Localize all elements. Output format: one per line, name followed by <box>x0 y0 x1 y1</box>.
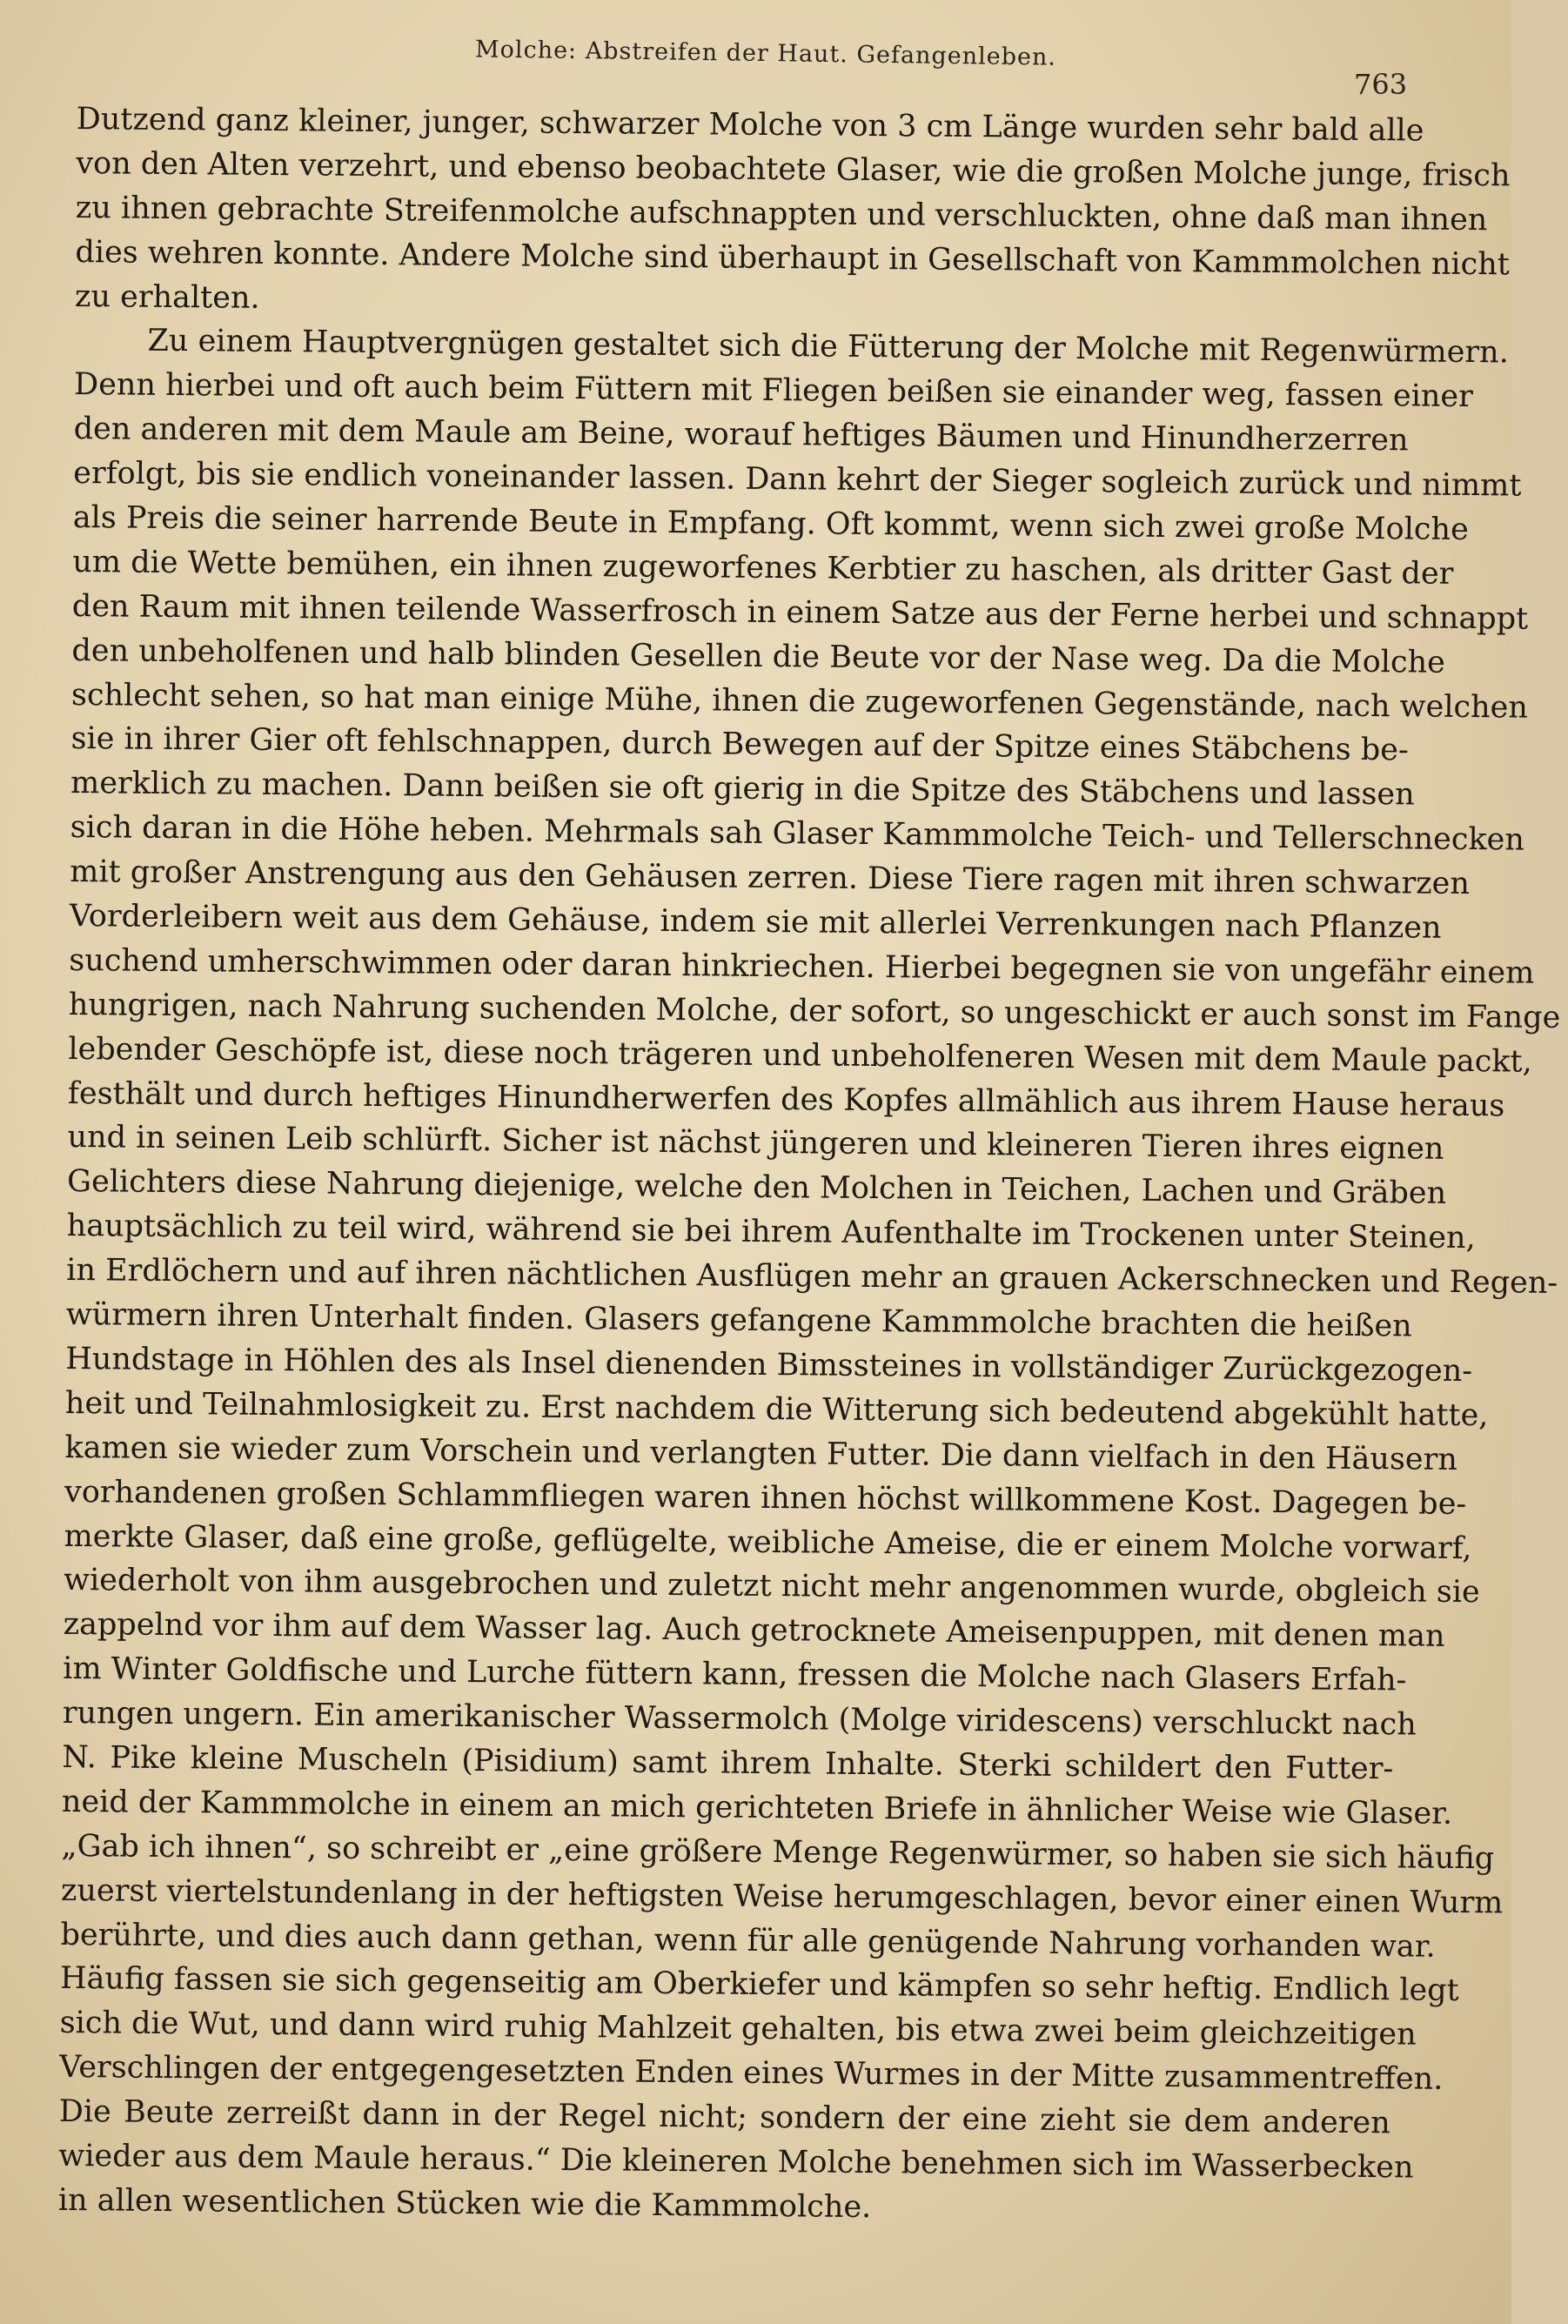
text-line: zu ihnen gebrachte Streifenmolche aufschnappten und verschluckten, ohne daß man ihnen <box>75 190 1488 238</box>
text-line: in Erdlöchern und auf ihren nächtlichen Ausflügen mehr an grauen Ackerschnecken und Regen- <box>66 1253 1558 1302</box>
text-line: lebender Geschöpfe ist, diese noch trägeren und unbeholfeneren Wesen mit dem Maule packt, <box>68 1031 1532 1080</box>
text-line: erfolgt, bis sie endlich voneinander lassen. Dann kehrt der Sieger sogleich zurück und nimmt <box>73 456 1522 504</box>
text-line: berührte, und dies auch dann gethan, wenn für alle genügende Nahrung vorhanden war. <box>60 1917 1436 1965</box>
text-line: rungen ungern. Ein amerikanischer Wassermolch (Molge viridescens) verschluckt nach <box>62 1695 1417 1743</box>
text-line: dies wehren konnte. Andere Molche sind überhaupt in Gesellschaft von Kammmolchen nicht <box>75 234 1510 283</box>
text-line: würmern ihren Unterhalt finden. Glasers gefangene Kammmolche brachten die heißen <box>65 1296 1412 1344</box>
text-line: vorhandenen großen Schlammfliegen waren ihnen höchst willkommene Kost. Dagegen be- <box>64 1474 1467 1522</box>
text-line: Vorderleibern weit aus dem Gehäuse, indem sie mit allerlei Verrenkungen nach Pflanzen <box>69 898 1442 946</box>
text-line: um die Wette bemühen, ein ihnen zugeworfenes Kerbtier zu haschen, als dritter Gast der <box>72 544 1454 592</box>
text-line: Gelichters diese Nahrung diejenige, welche den Molchen in Teichen, Lachen und Gräben <box>66 1164 1447 1212</box>
body-text <box>57 97 1561 2234</box>
text-line: von den Alten verzehrt, und ebenso beobachtete Glaser, wie die großen Molche junge, frisch <box>76 145 1511 194</box>
text-line: in allen wesentlichen Stücken wie die Kammmolche. <box>57 2182 872 2225</box>
text-line: zappelnd vor ihm auf dem Wasser lag. Auch getrocknete Ameisenpuppen, mit denen man <box>63 1607 1445 1655</box>
text-line: Häufig fassen sie sich gegenseitig am Oberkiefer und kämpfen so sehr heftig. Endlich legt <box>59 1961 1459 2009</box>
text-line: hauptsächlich zu teil wird, während sie bei ihrem Aufenthalte im Trockenen unter Steinen, <box>66 1209 1476 1256</box>
text-line: heit und Teilnahmlosigkeit zu. Erst nachdem die Witterung sich bedeutend abgekühlt hatte, <box>64 1385 1489 1434</box>
text-line: Denn hierbei und oft auch beim Füttern mit Fliegen beißen sie einander weg, fassen einer <box>73 367 1474 415</box>
text-line: wiederholt von ihm ausgebrochen und zuletzt nicht mehr angenommen wurde, obgleich sie <box>63 1563 1480 1611</box>
text-line: festhält und durch heftiges Hinundherwerfen des Kopfes allmählich aus ihrem Hause heraus <box>67 1075 1505 1123</box>
text-line: merkte Glaser, daß eine große, geflügelte, weibliche Ameise, die er einem Molche vorwarf, <box>64 1518 1472 1566</box>
page-number: 763 <box>1354 68 1408 101</box>
text-line: im Winter Goldfische und Lurche füttern kann, fressen die Molche nach Glasers Erfah- <box>63 1651 1407 1698</box>
text-line: Die Beute zerreißt dann in der Regel nicht; sondern der eine zieht sie dem anderen <box>58 2093 1390 2141</box>
text-line: suchend umherschwimmen oder daran hinkriechen. Hierbei begegnen sie von ungefähr einem <box>69 942 1535 991</box>
text-line: wieder aus dem Maule heraus.“ Die kleineren Molche benehmen sich im Wasserbecken <box>58 2138 1414 2186</box>
text-line: Verschlingen der entgegengesetzten Enden eines Wurmes in der Mitte zusammentreffen. <box>59 2050 1444 2097</box>
text-line: N. Pike kleine Muscheln (Pisidium) samt ihrem Inhalte. Sterki schildert den Futter- <box>62 1739 1394 1787</box>
text-line: sich die Wut, und dann wird ruhig Mahlzeit gehalten, bis etwa zwei beim gleichzeitigen <box>59 2006 1417 2053</box>
text-line: hungrigen, nach Nahrung suchenden Molche, der sofort, so ungeschickt er auch sonst im Fange <box>68 987 1561 1035</box>
running-head <box>0 31 1511 101</box>
text-line: zuerst viertelstundenlang in der heftigsten Weise herumgeschlagen, bevor einer einen Wurm <box>60 1872 1504 1921</box>
text-line: den anderen mit dem Maule am Beine, worauf heftiges Bäumen und Hinundherzerren <box>73 412 1409 459</box>
text-line: Dutzend ganz kleiner, junger, schwarzer Molche von 3 cm Länge wurden sehr bald alle <box>76 101 1424 149</box>
text-line: Hundstage in Höhlen des als Insel dienenden Bimssteines in vollständiger Zurückgezogen- <box>65 1341 1473 1389</box>
text-line: zu erhalten. <box>74 278 260 316</box>
running-head-title: Molche: Abstreifen der Haut. Gefangenleben. <box>474 36 1057 71</box>
text-line: schlecht sehen, so hat man einige Mühe, ihnen die zugeworfenen Gegenstände, nach welchen <box>70 677 1529 726</box>
text-line: merklich zu machen. Dann beißen sie oft gierig in die Spitze des Stäbchens und lassen <box>70 766 1415 813</box>
text-line: sie in ihrer Gier oft fehlschnappen, durch Bewegen auf der Spitze eines Stäbchens be- <box>70 721 1409 768</box>
text-line: und in seinen Leib schlürft. Sicher ist nächst jüngeren und kleineren Tieren ihres eignen <box>67 1120 1444 1168</box>
text-line: „Gab ich ihnen“, so schreibt er „eine größere Menge Regenwürmer, so haben sie sich häufig <box>61 1828 1495 1877</box>
text-line: neid der Kammmolche in einem an mich gerichteten Briefe in ähnlicher Weise wie Glaser. <box>61 1784 1453 1832</box>
text-line: mit großer Anstrengung aus den Gehäusen zerren. Diese Tiere ragen mit ihren schwarzen <box>70 854 1471 902</box>
text-line: den unbeholfenen und halb blinden Gesellen die Beute vor der Nase weg. Da die Molche <box>71 633 1445 680</box>
text-line: kamen sie wieder zum Vorschein und verlangten Futter. Die dann vielfach in den Häusern <box>64 1430 1458 1477</box>
text-line: als Preis die seiner harrende Beute in Empfang. Oft kommt, wenn sich zwei große Molche <box>72 499 1469 547</box>
text-line: Zu einem Hauptvergnügen gestaltet sich die Fütterung der Molche mit Regenwürmern. <box>147 324 1509 371</box>
text-line: den Raum mit ihnen teilende Wasserfrosch in einem Satze aus der Ferne herbei und schnappt <box>71 588 1529 637</box>
text-line: sich daran in die Höhe heben. Mehrmals sah Glaser Kammmolche Teich- und Tellerschnecken <box>70 810 1525 858</box>
